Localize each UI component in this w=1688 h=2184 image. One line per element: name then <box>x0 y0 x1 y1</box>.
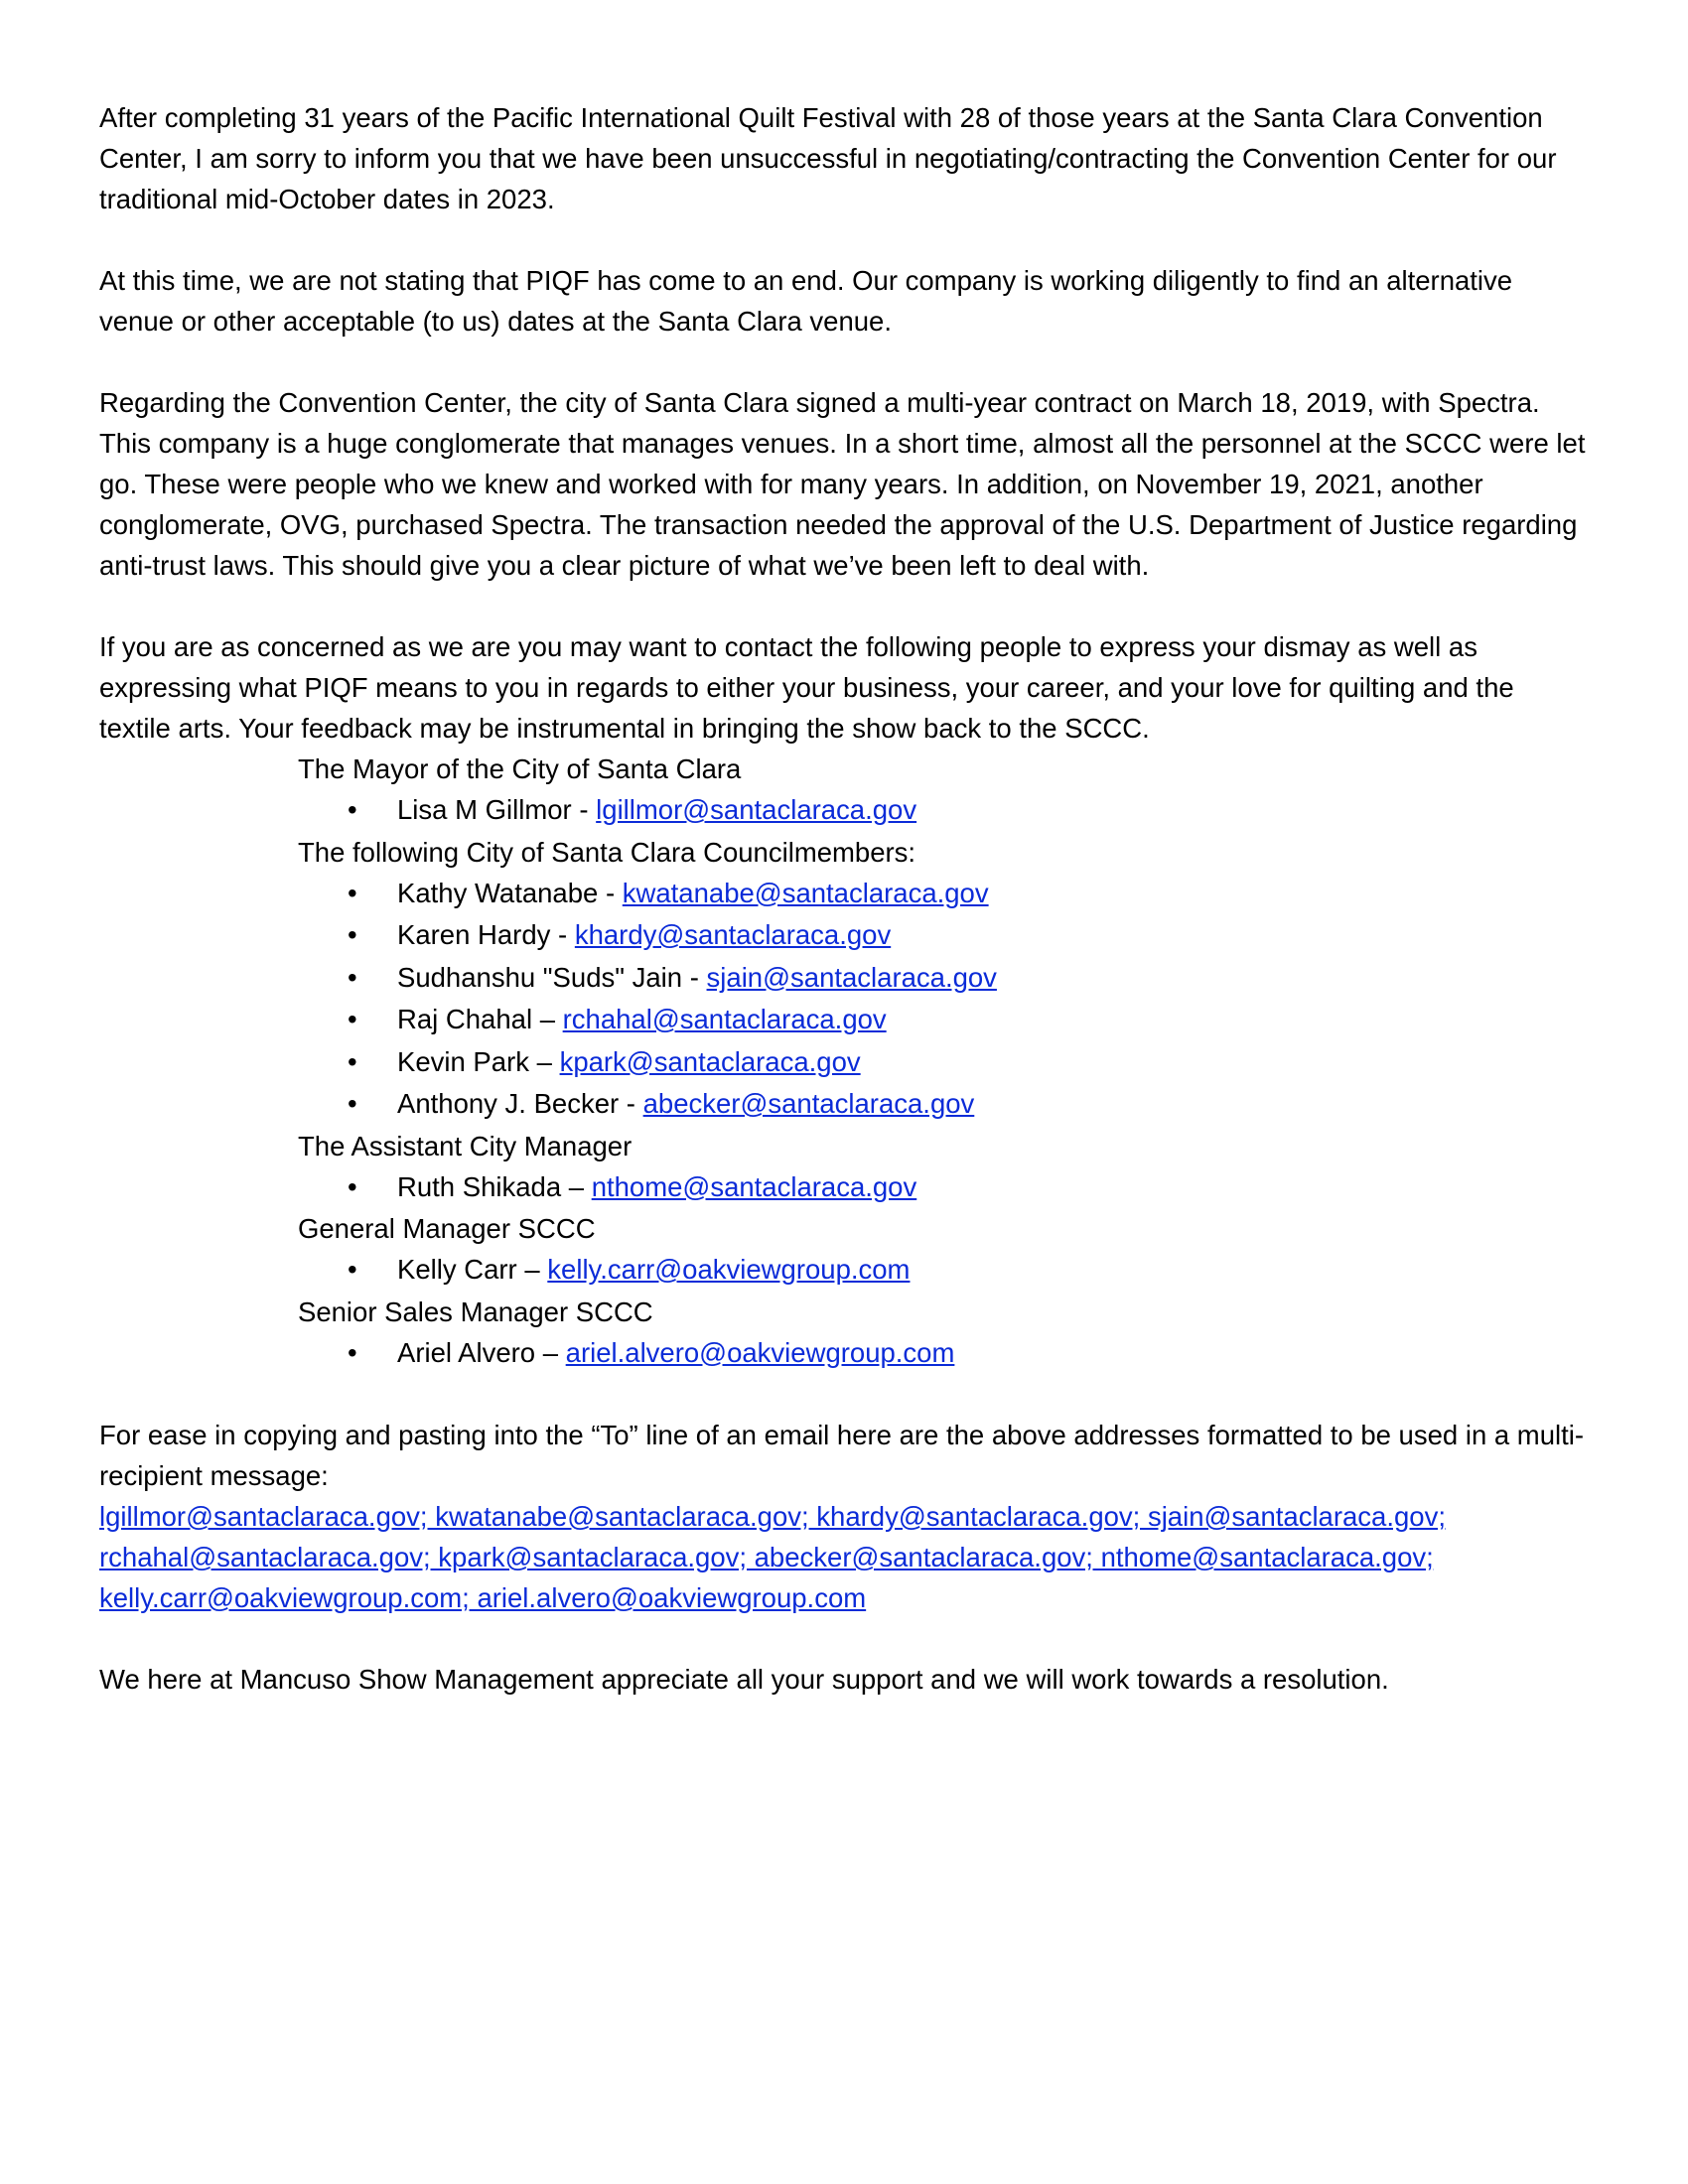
group-list-councilmembers <box>298 873 1589 1126</box>
group-heading-assistant-city-manager: The Assistant City Manager <box>298 1130 633 1161</box>
list-item <box>348 1041 1589 1084</box>
email-link[interactable]: kpark@santaclaraca.gov <box>559 1045 861 1077</box>
bullet-icon: • <box>348 919 357 950</box>
list-item <box>348 914 1589 957</box>
separator: - <box>598 877 623 908</box>
email-link[interactable]: nthome@santaclaraca.gov <box>591 1170 917 1202</box>
copy-address-list[interactable]: lgillmor@santaclaraca.gov; kwatanabe@santaclaraca.gov; khardy@santaclaraca.gov; sjain@santaclaraca.gov; rchahal@santaclaraca.gov; kpark@santaclaraca.gov; abecker@santaclaraca.gov; nthome@santaclaraca.gov; kelly.carr@oakviewgroup.com; ariel.alvero@oakviewgroup.com <box>99 1501 1446 1613</box>
separator: – <box>528 1045 560 1077</box>
group-heading-mayor: The Mayor of the City of Santa Clara <box>298 753 742 784</box>
copy-intro: For ease in copying and pasting into the “To” line of an email here are the above addresses formatted to be used in a multi-recipient message: <box>99 1420 1585 1491</box>
group-list-assistant-city-manager <box>298 1166 1589 1209</box>
paragraph-closing: We here at Mancuso Show Management appreciate all your support and we will work towards a resolution. <box>99 1664 1389 1695</box>
group-heading-general-manager: General Manager SCCC <box>298 1213 596 1244</box>
paragraph-intro: After completing 31 years of the Pacific International Quilt Festival with 28 of those years at the Santa Clara Convention Center, I am sorry to inform you that we have been unsuccessful in negotiating/contracting the Convention Center for our traditional mid-October dates in 2023. <box>99 102 1557 214</box>
contact-name: Sudhanshu "Suds" Jain <box>397 961 683 993</box>
bullet-icon: • <box>348 1336 357 1368</box>
email-link[interactable]: kelly.carr@oakviewgroup.com <box>547 1254 911 1285</box>
list-item <box>348 873 1589 915</box>
bullet-icon: • <box>348 794 357 825</box>
email-link[interactable]: sjain@santaclaraca.gov <box>706 961 997 993</box>
separator: - <box>571 794 597 825</box>
separator: – <box>532 1004 563 1034</box>
bullet-icon: • <box>348 1088 357 1119</box>
contact-name: Karen Hardy <box>397 919 551 950</box>
separator: - <box>550 919 575 950</box>
contact-name: Raj Chahal <box>397 1004 533 1034</box>
email-link[interactable]: ariel.alvero@oakviewgroup.com <box>565 1336 955 1368</box>
email-link[interactable]: kwatanabe@santaclaraca.gov <box>622 877 989 908</box>
contact-name: Ariel Alvero <box>397 1336 536 1368</box>
bullet-icon: • <box>348 877 357 908</box>
bullet-icon: • <box>348 1170 357 1202</box>
group-list-general-manager <box>298 1249 1589 1292</box>
group-heading-senior-sales-manager: Senior Sales Manager SCCC <box>298 1296 653 1327</box>
list-item <box>348 1332 1589 1375</box>
bullet-icon: • <box>348 1254 357 1285</box>
contact-name: Kathy Watanabe <box>397 877 599 908</box>
bullet-icon: • <box>348 1004 357 1034</box>
bullet-icon: • <box>348 961 357 993</box>
separator: - <box>682 961 707 993</box>
contact-name: Anthony J. Becker <box>397 1088 620 1119</box>
paragraph-copy-addresses <box>99 1415 1589 1618</box>
email-link[interactable]: khardy@santaclaraca.gov <box>574 919 892 950</box>
bullet-icon: • <box>348 1045 357 1077</box>
paragraph-call-to-action: If you are as concerned as we are you may want to contact the following people to express your dismay as well as expressing what PIQF means to you in regards to either your business, your career, and your love for quilting and the textile arts. Your feedback may be instrumental in bringing the show back to the SCCC. <box>99 631 1514 744</box>
group-list-mayor <box>298 789 1589 832</box>
email-link[interactable]: abecker@santaclaraca.gov <box>642 1088 975 1119</box>
separator: - <box>619 1088 643 1119</box>
letter-page <box>99 97 1589 1740</box>
list-item <box>348 789 1589 832</box>
contact-name: Ruth Shikada <box>397 1170 562 1202</box>
paragraph-status: At this time, we are not stating that PIQF has come to an end. Our company is working diligently to find an alternative venue or other acceptable (to us) dates at the Santa Clara venue. <box>99 265 1513 337</box>
contact-name: Lisa M Gillmor <box>397 794 572 825</box>
list-item <box>348 999 1589 1041</box>
email-link[interactable]: lgillmor@santaclaraca.gov <box>596 794 917 825</box>
separator: – <box>535 1336 566 1368</box>
list-item <box>348 1166 1589 1209</box>
group-list-senior-sales-manager <box>298 1332 1589 1375</box>
list-item <box>348 957 1589 1000</box>
contact-name: Kelly Carr <box>397 1254 517 1285</box>
email-link[interactable]: rchahal@santaclaraca.gov <box>562 1004 887 1034</box>
list-item <box>348 1083 1589 1126</box>
contact-list <box>99 749 1589 1374</box>
list-item <box>348 1249 1589 1292</box>
contact-name: Kevin Park <box>397 1045 529 1077</box>
separator: – <box>516 1254 548 1285</box>
paragraph-background: Regarding the Convention Center, the city of Santa Clara signed a multi-year contract on March 18, 2019, with Spectra. This company is a huge conglomerate that manages venues. In a short time, almost all the personnel at the SCCC were let go. These were people who we knew and worked with for many years. In addition, on November 19, 2021, another conglomerate, OVG, purchased Spectra. The transaction needed the approval of the U.S. Department of Justice regarding anti-trust laws. This should give you a clear picture of what we’ve been left to deal with. <box>99 387 1586 581</box>
group-heading-councilmembers: The following City of Santa Clara Councilmembers: <box>298 836 916 868</box>
separator: – <box>561 1170 592 1202</box>
